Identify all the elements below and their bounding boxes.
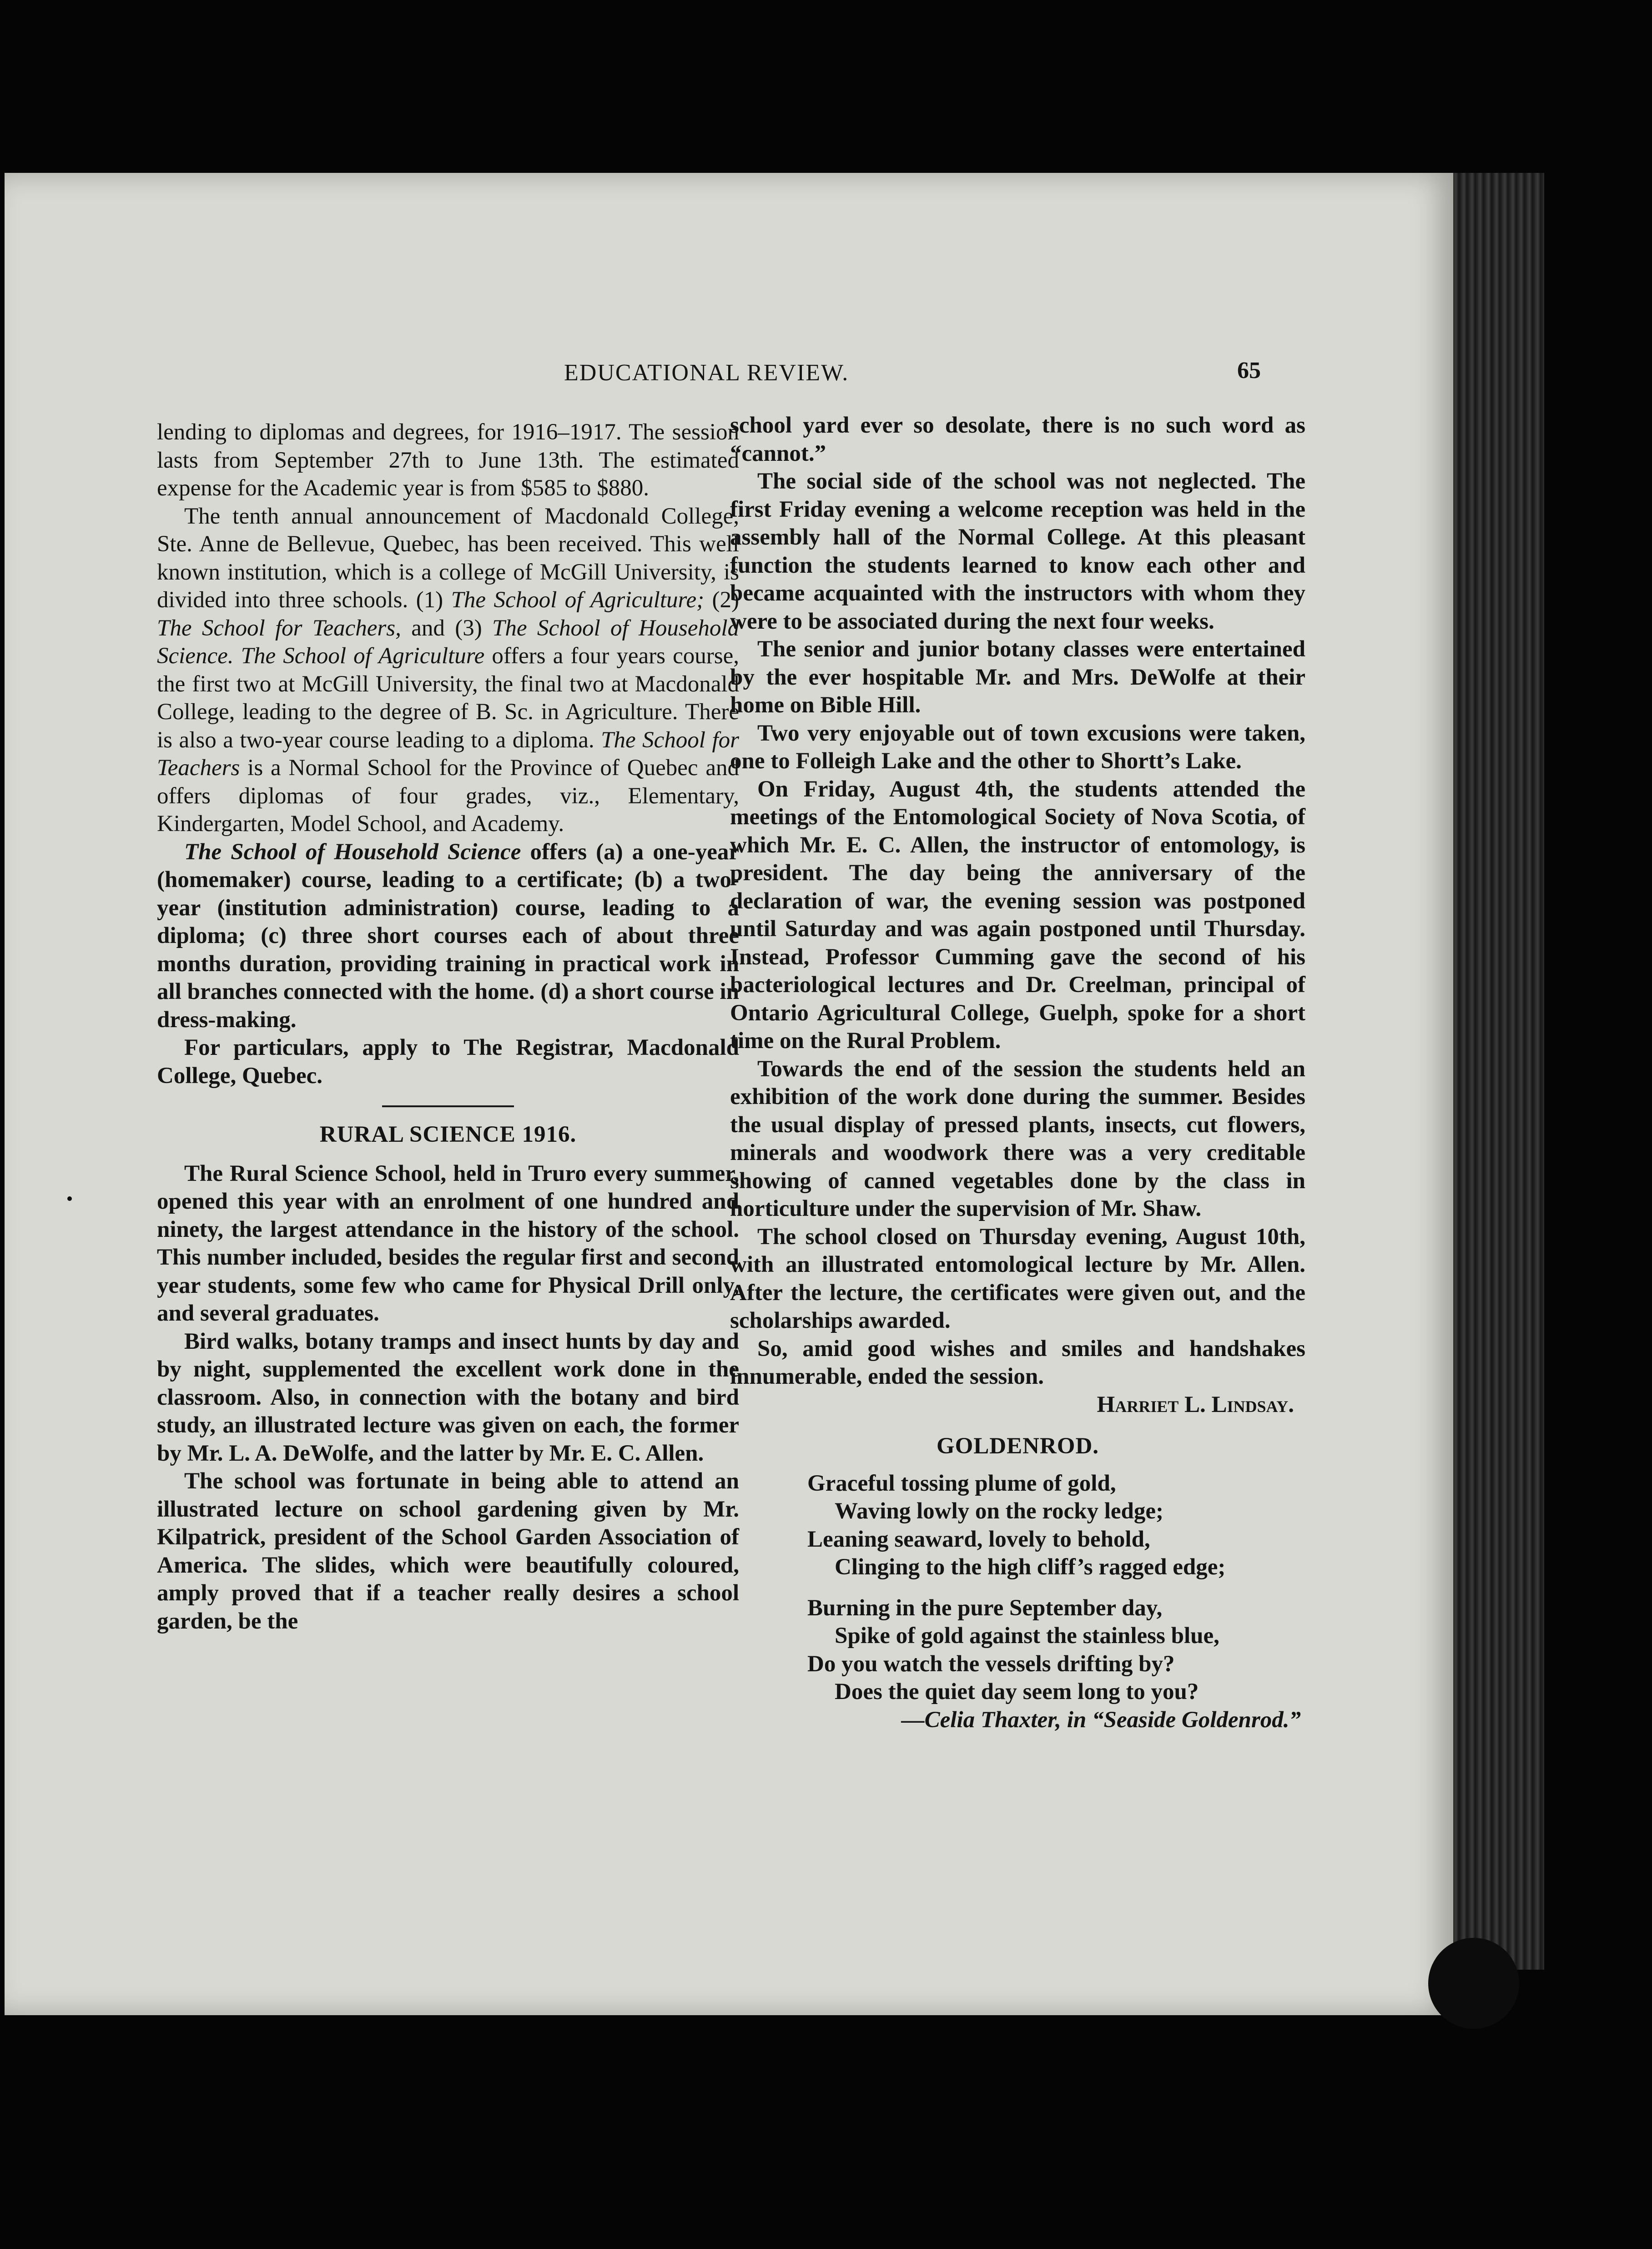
left-lower-block xyxy=(157,838,739,1636)
left-paragraph-1: lending to diplomas and degrees, for 1916–1917. The session lasts from September 27th to June 13th. The estimated expense for the Academic year is from $585 to $880. xyxy=(157,419,739,501)
right-paragraph-8: So, amid good wishes and smiles and handshakes innumerable, ended the session. xyxy=(730,1336,1305,1389)
poem-line: Does the quiet day seem long to you? xyxy=(835,1679,1199,1704)
right-paragraph-6: Towards the end of the session the students held an exhibition of the work done during the summer. Besides the usual display of pressed plants, insects, cut flowers, minerals and woodwork there was a very creditable showing of canned vegetables done by the class in horticulture under the supervision of Mr. Shaw. xyxy=(730,1056,1305,1221)
section-divider xyxy=(382,1105,514,1107)
poem-line: Clinging to the high cliff’s ragged edge; xyxy=(835,1554,1226,1580)
poem-line: Spike of gold against the stainless blue, xyxy=(835,1623,1219,1649)
poem-line: Burning in the pure September day, xyxy=(807,1595,1163,1621)
poem-line: Leaning seaward, lovely to behold, xyxy=(807,1526,1150,1552)
poem-line: Do you watch the vessels drifting by? xyxy=(807,1651,1175,1677)
left-paragraph-rural-2: Bird walks, botany tramps and insect hunts by day and by night, supplemented the excellent work done in the classroom. Also, in connection with the botany and bird study, an illustrated lecture was given on each, the former by Mr. L. A. DeWolfe, and the latter by Mr. E. C. Allen. xyxy=(157,1328,739,1466)
poem-line: Waving lowly on the rocky ledge; xyxy=(835,1498,1163,1524)
author-signature: Harriet L. Lindsay. xyxy=(1097,1392,1294,1417)
poem-attribution: —Celia Thaxter, in “Seaside Goldenrod.” xyxy=(901,1707,1301,1733)
running-header: EDUCATIONAL REVIEW. xyxy=(564,360,849,386)
film-blemish xyxy=(1428,1938,1519,2029)
text-run: The tenth annual announcement of Macdonald College, Ste. Anne de Bellevue, Quebec, has been received. This well known institution, which is a college of McGill University, is divided into three schools. (1) xyxy=(157,503,739,613)
right-paragraph-3: The senior and junior botany classes were entertained by the ever hospitable Mr. and Mrs. DeWolfe at their home on Bible Hill. xyxy=(730,636,1305,718)
left-paragraph-rural-3: The school was fortunate in being able to attend an illustrated lecture on school gardening given by Mr. Kilpatrick, president of the School Garden Association of America. The slides, which were beautifully coloured, amply proved that if a teacher really desires a school garden, be the xyxy=(157,1468,739,1634)
right-paragraph-4: Two very enjoyable out of town excusions were taken, one to Folleigh Lake and the other to Shortt’s Lake. xyxy=(730,720,1305,774)
italic-run: The School for Teachers xyxy=(157,727,739,781)
right-paragraph-1: school yard ever so desolate, there is no such word as “cannot.” xyxy=(730,413,1305,466)
italic-run: The School of Household Science. xyxy=(157,615,739,669)
text-run: is a Normal School for the Province of Quebec and offers diplomas of four grades, viz., Elementary, Kindergarten, Model School, and Academy. xyxy=(157,755,739,837)
text-run: offers a four years course, the first two at McGill University, the final two at Macdonald College, leading to the degree of B. Sc. in Agriculture. There is also a two-year course leading to a diploma. xyxy=(157,643,740,753)
right-paragraph-7: The school closed on Thursday evening, August 10th, with an illustrated entomological lecture by Mr. Allen. After the lecture, the certificates were given out, and the scholarships awarded. xyxy=(730,1224,1305,1333)
right-paragraph-2: The social side of the school was not neglected. The first Friday evening a welcome reception was held in the assembly hall of the Normal College. At this pleasant function the students learned to know each other and became acquainted with the instructors with whom they were to be associated during the next four weeks. xyxy=(730,469,1305,634)
italic-run: The School of Household Science xyxy=(184,839,521,865)
poem xyxy=(730,1470,1305,1706)
text-run xyxy=(233,643,241,669)
left-paragraph-household xyxy=(157,838,739,1034)
text-run: (2) xyxy=(704,587,739,613)
left-paragraph-rural-1: The Rural Science School, held in Truro every summer, opened this year with an enrolment of one hundred and ninety, the largest attendance in the history of the school. This number included, besides the regular first and second year students, some few who came for Physical Drill only, and several graduates. xyxy=(157,1160,739,1326)
text-run: offers (a) a one-year (homemaker) course, leading to a certificate; (b) a two-year (institution administration) course, leading to a diploma; (c) three short courses each of about three months duration, providing training in practical work in all branches connected with the home. (d) a short course in dress-making. xyxy=(157,839,739,1033)
right-paragraph-5: On Friday, August 4th, the students attended the meetings of the Entomological Society of Nova Scotia, of which Mr. E. C. Allen, the instructor of entomology, is president. The day being the anniversary of the declaration of war, the evening session was postponed until Saturday and was again postponed until Thursday. Instead, Professor Cumming gave the second of his bacteriological lectures and Dr. Creelman, principal of Ontario Agricultural College, Guelph, spoke for a short time on the Rural Problem. xyxy=(730,776,1305,1054)
italic-run: The School for Teachers, xyxy=(157,615,401,641)
left-column xyxy=(157,419,739,1635)
film-blemish xyxy=(67,1196,72,1201)
text-run: and (3) xyxy=(401,615,493,641)
left-paragraph-particulars: For particulars, apply to The Registrar, Macdonald College, Quebec. xyxy=(157,1035,739,1089)
stanza-gap xyxy=(730,1582,1305,1594)
page-number: 65 xyxy=(1237,358,1261,383)
section-title: RURAL SCIENCE 1916. xyxy=(319,1122,577,1147)
italic-run: The School of Agriculture xyxy=(241,643,485,669)
right-column xyxy=(730,412,1305,1734)
italic-run: The School of Agriculture; xyxy=(451,587,705,613)
poem-line: Graceful tossing plume of gold, xyxy=(807,1470,1116,1496)
book-page-edges xyxy=(1453,173,1544,1970)
left-paragraph-macdonald xyxy=(157,503,739,838)
poem-title: GOLDENROD. xyxy=(936,1433,1099,1459)
